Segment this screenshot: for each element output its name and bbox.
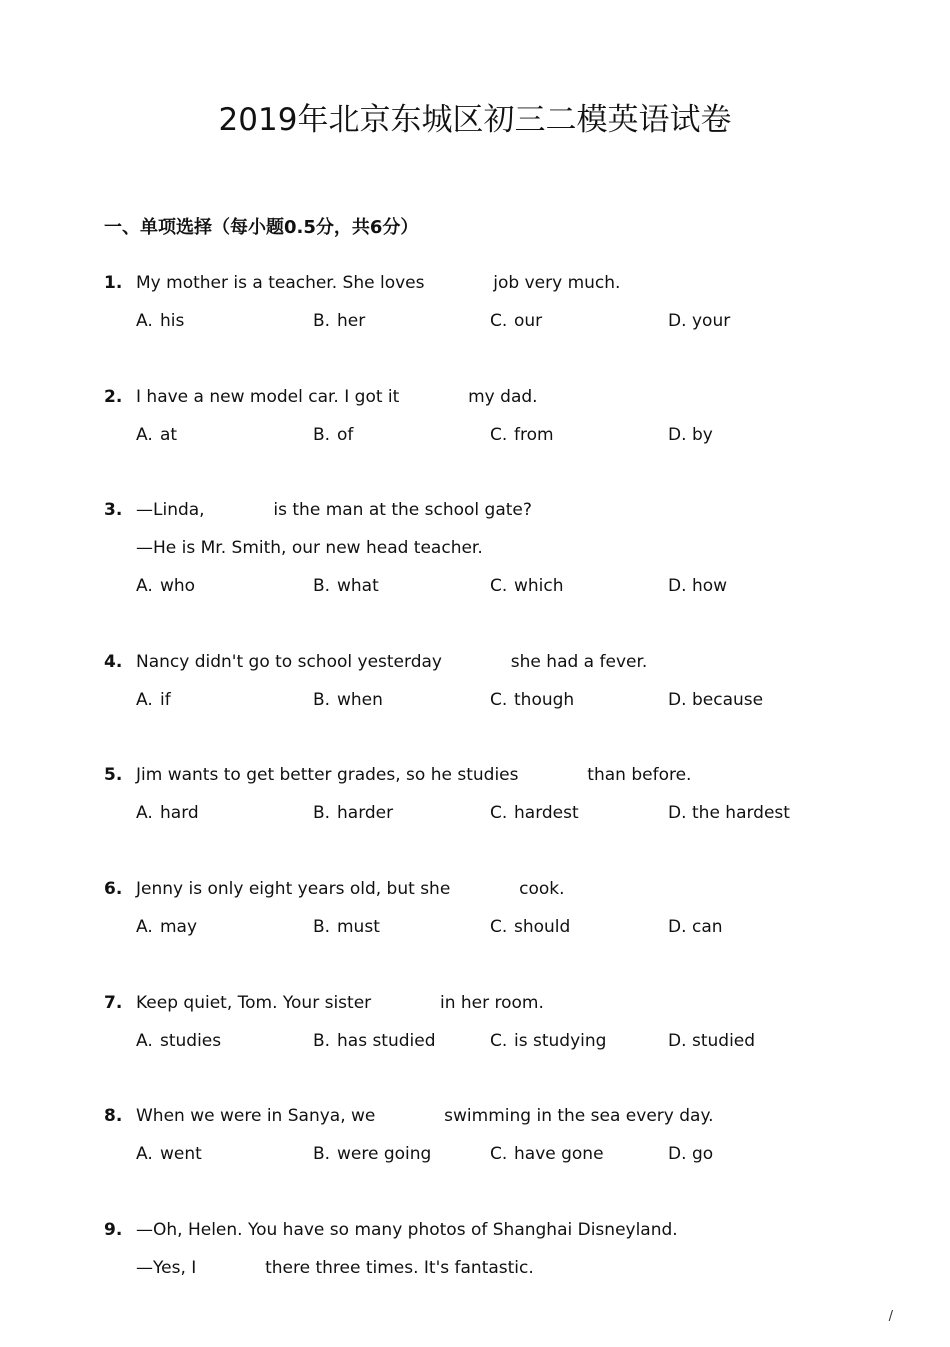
- option-b: B. must: [313, 917, 380, 937]
- question-stem: Keep quiet, Tom. Your sister in her room.: [136, 993, 544, 1013]
- question-7: [104, 990, 864, 1066]
- question-5: [104, 762, 864, 838]
- option-a: A. if: [136, 690, 171, 710]
- option-a: A. may: [136, 917, 198, 937]
- question-2: [104, 384, 864, 460]
- question-number: 1.: [104, 273, 123, 293]
- page-mark: /: [888, 1309, 893, 1324]
- page-title: 2019年北京东城区初三二模英语试卷: [218, 102, 732, 138]
- option-d: D. how: [668, 576, 728, 596]
- question-stem: Jenny is only eight years old, but she cook.: [136, 879, 565, 899]
- option-b: B. her: [313, 311, 366, 331]
- option-d: D. because: [668, 690, 764, 710]
- question-number: 6.: [104, 879, 123, 899]
- question-stem: Jim wants to get better grades, so he studies than before.: [136, 765, 692, 785]
- question-number: 9.: [104, 1220, 123, 1240]
- option-d: D. can: [668, 917, 723, 937]
- option-a: A. his: [136, 311, 185, 331]
- option-a: A. studies: [136, 1031, 222, 1051]
- option-b: B. has studied: [313, 1031, 436, 1051]
- question-stem: Nancy didn't go to school yesterday she had a fever.: [136, 652, 648, 672]
- option-b: B. of: [313, 425, 354, 445]
- section-heading: 一、单项选择（每小题0.5分，共6分）: [104, 217, 419, 238]
- question-stem-line-2: —He is Mr. Smith, our new head teacher.: [136, 538, 483, 558]
- question-6: [104, 876, 864, 952]
- question-number: 3.: [104, 500, 123, 520]
- option-d: D. studied: [668, 1031, 756, 1051]
- option-c: C. though: [490, 690, 575, 710]
- option-c: C. which: [490, 576, 564, 596]
- question-stem: When we were in Sanya, we swimming in the sea every day.: [136, 1106, 714, 1126]
- option-b: B. when: [313, 690, 383, 710]
- option-b: B. harder: [313, 803, 394, 823]
- option-a: A. at: [136, 425, 178, 445]
- option-d: D. your: [668, 311, 731, 331]
- question-number: 4.: [104, 652, 123, 672]
- question-stem: My mother is a teacher. She loves job very much.: [136, 273, 621, 293]
- question-stem: —Oh, Helen. You have so many photos of Shanghai Disneyland.: [136, 1220, 678, 1240]
- question-stem: —Linda, is the man at the school gate?: [136, 500, 532, 520]
- question-3: [104, 497, 864, 611]
- question-number: 2.: [104, 387, 123, 407]
- option-c: C. hardest: [490, 803, 579, 823]
- question-4: [104, 649, 864, 725]
- question-8: [104, 1103, 864, 1179]
- option-c: C. have gone: [490, 1144, 604, 1164]
- option-a: A. who: [136, 576, 196, 596]
- option-c: C. should: [490, 917, 571, 937]
- option-c: C. is studying: [490, 1031, 607, 1051]
- question-stem-line-2: —Yes, I there three times. It's fantastic.: [136, 1258, 534, 1278]
- option-a: A. went: [136, 1144, 202, 1164]
- option-b: B. what: [313, 576, 379, 596]
- question-number: 5.: [104, 765, 123, 785]
- option-d: D. go: [668, 1144, 714, 1164]
- question-number: 7.: [104, 993, 123, 1013]
- question-stem: I have a new model car. I got it my dad.: [136, 387, 538, 407]
- option-b: B. were going: [313, 1144, 432, 1164]
- option-d: D. the hardest: [668, 803, 790, 823]
- option-c: C. our: [490, 311, 543, 331]
- option-a: A. hard: [136, 803, 199, 823]
- option-c: C. from: [490, 425, 554, 445]
- question-9: [104, 1217, 864, 1293]
- question-number: 8.: [104, 1106, 123, 1126]
- question-1: [104, 270, 864, 346]
- option-d: D. by: [668, 425, 713, 445]
